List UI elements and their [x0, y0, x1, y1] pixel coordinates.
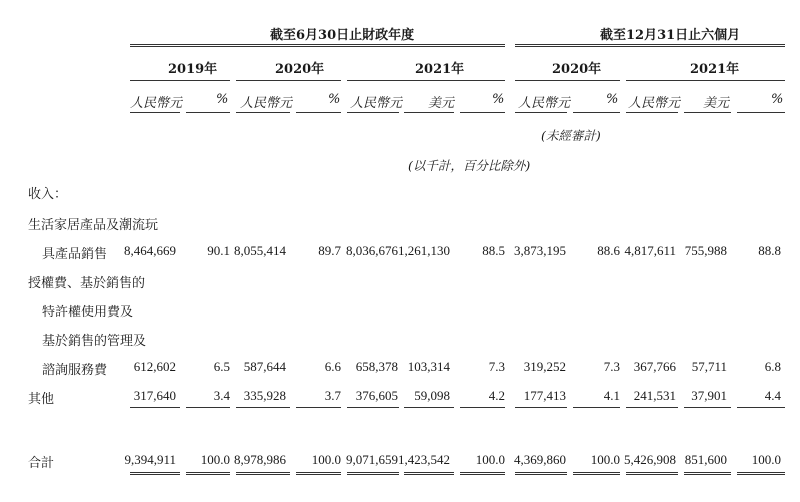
row-2-value-pct-2019: 3.4 [213, 388, 230, 403]
row-0-value-usd-2021-hy: 755,988 [684, 243, 727, 258]
year-rule-2020 [236, 80, 341, 81]
row-1-value-pct-2021-hy: 6.8 [764, 359, 781, 374]
total-rule-usd-2021-hy [684, 472, 731, 475]
row-0-value-rmb-2020: 8,055,414 [234, 243, 286, 258]
unit-rule-pct-2021 [460, 112, 505, 113]
row-1-value-rmb-2021-hy: 367,766 [633, 359, 676, 374]
row-0-value-rmb-2021: 8,036,676 [346, 243, 398, 258]
unit-rule-pct-2019 [186, 112, 230, 113]
row-1-value-rmb-2020: 587,644 [243, 359, 286, 374]
unit-rule-pct-2020 [296, 112, 341, 113]
subtotal-rule-rmb-2021-hy [626, 407, 678, 408]
revenue-section-label: 收入： [28, 187, 68, 202]
unit-pct-2021-hy: % [771, 92, 784, 107]
total-rule-pct-2019 [186, 472, 230, 475]
unit-rule-rmb-2020 [236, 112, 290, 113]
row-1-value-pct-2020-hy: 7.3 [603, 359, 620, 374]
unit-rule-pct-2020-hy [573, 112, 620, 113]
unit-rule-rmb-2019 [130, 112, 180, 113]
row-label-licensing-line1: 授權費、基於銷售的 [28, 276, 146, 291]
subtotal-rule-pct-2020-hy [573, 407, 620, 408]
year-rule-2020-hy [515, 80, 620, 81]
row-0-value-pct-2020-hy: 88.6 [597, 243, 620, 258]
row-0-value-usd-2021: 1,261,130 [398, 243, 450, 258]
total-value-rmb-2020-hy: 4,369,860 [514, 452, 566, 467]
subtotal-rule-pct-2020 [296, 407, 341, 408]
row-1-value-rmb-2021: 658,378 [355, 359, 398, 374]
row-0-value-pct-2021-hy: 88.8 [758, 243, 781, 258]
unit-rule-rmb-2021-hy [626, 112, 678, 113]
total-rule-pct-2020-hy [573, 472, 620, 475]
row-2-value-pct-2021-hy: 4.4 [764, 388, 781, 403]
row-2-value-rmb-2020-hy: 177,413 [523, 388, 566, 403]
total-value-pct-2020: 100.0 [311, 452, 341, 467]
total-rule-pct-2021 [460, 472, 505, 475]
year-header-2021-hy: 2021年 [690, 62, 740, 77]
unit-rule-usd-2021-hy [684, 112, 731, 113]
unit-usd-2021-hy: 美元 [703, 96, 730, 111]
subtotal-rule-rmb-2019 [130, 407, 180, 408]
half-year-group-header: 截至12月31日止六個月 [600, 28, 741, 43]
total-value-pct-2020-hy: 100.0 [590, 452, 620, 467]
half-year-group-rule [515, 44, 785, 47]
total-value-usd-2021-hy: 851,600 [684, 452, 727, 467]
year-rule-2019 [130, 80, 230, 81]
row-1-value-pct-2020: 6.6 [324, 359, 341, 374]
row-label-lifestyle-line1: 生活家居產品及潮流玩 [28, 218, 159, 233]
total-rule-rmb-2020 [236, 472, 290, 475]
thousands-note: (以千計，百分比除外) [408, 158, 531, 173]
year-header-2020-hy: 2020年 [552, 62, 602, 77]
row-2-value-rmb-2019: 317,640 [133, 388, 176, 403]
subtotal-rule-usd-2021 [404, 407, 454, 408]
unaudited-note: (未經審計) [541, 128, 601, 143]
total-value-pct-2021: 100.0 [475, 452, 505, 467]
unit-rule-pct-2021-hy [737, 112, 785, 113]
total-value-pct-2021-hy: 100.0 [751, 452, 781, 467]
row-0-value-pct-2019: 90.1 [207, 243, 230, 258]
unit-pct-2019: % [216, 92, 229, 107]
row-0-value-pct-2021: 88.5 [482, 243, 505, 258]
unit-pct-2021: % [492, 92, 505, 107]
year-header-2020: 2020年 [275, 62, 325, 77]
row-label-licensing-line4: 諮詢服務費 [42, 363, 108, 378]
total-value-rmb-2019: 9,394,911 [124, 452, 176, 467]
subtotal-rule-pct-2021 [460, 407, 505, 408]
row-2-value-rmb-2021-hy: 241,531 [633, 388, 676, 403]
unit-rule-rmb-2020-hy [515, 112, 567, 113]
subtotal-rule-rmb-2020-hy [515, 407, 567, 408]
row-1-value-rmb-2020-hy: 319,252 [523, 359, 566, 374]
row-1-value-pct-2019: 6.5 [213, 359, 230, 374]
row-label-lifestyle-line2: 具產品銷售 [42, 247, 108, 262]
total-rule-rmb-2019 [130, 472, 180, 475]
unit-rule-usd-2021 [404, 112, 454, 113]
row-1-value-usd-2021-hy: 57,711 [691, 359, 727, 374]
row-label-other: 其他 [28, 392, 55, 407]
total-rule-rmb-2021-hy [626, 472, 678, 475]
total-value-pct-2019: 100.0 [200, 452, 230, 467]
fiscal-year-group-header: 截至6月30日止財政年度 [270, 28, 415, 43]
row-0-value-rmb-2021-hy: 4,817,611 [624, 243, 676, 258]
row-2-value-pct-2021: 4.2 [488, 388, 505, 403]
total-rule-usd-2021 [404, 472, 454, 475]
total-value-rmb-2021: 9,071,659 [346, 452, 398, 467]
unit-pct-2020: % [328, 92, 341, 107]
unit-usd-2021: 美元 [428, 96, 455, 111]
row-1-value-usd-2021: 103,314 [407, 359, 450, 374]
row-0-value-pct-2020: 89.7 [318, 243, 341, 258]
row-1-value-rmb-2019: 612,602 [133, 359, 176, 374]
total-value-usd-2021: 1,423,542 [398, 452, 450, 467]
row-2-value-usd-2021: 59,098 [414, 388, 450, 403]
total-value-rmb-2020: 8,978,986 [234, 452, 286, 467]
subtotal-rule-usd-2021-hy [684, 407, 731, 408]
subtotal-rule-pct-2021-hy [737, 407, 785, 408]
year-rule-2021 [347, 80, 505, 81]
year-header-2019: 2019年 [168, 62, 218, 77]
year-header-2021: 2021年 [415, 62, 465, 77]
unit-rmb-2021-hy: 人民幣元 [628, 96, 681, 111]
total-rule-pct-2020 [296, 472, 341, 475]
unit-rmb-2019: 人民幣元 [130, 96, 183, 111]
row-label-licensing-line2: 特許權使用費及 [42, 305, 134, 320]
total-rule-rmb-2021 [347, 472, 399, 475]
unit-rmb-2021: 人民幣元 [350, 96, 403, 111]
row-1-value-pct-2021: 7.3 [488, 359, 505, 374]
fiscal-year-group-rule [130, 44, 505, 47]
year-rule-2021-hy [626, 80, 785, 81]
unit-rmb-2020: 人民幣元 [240, 96, 293, 111]
row-2-value-pct-2020-hy: 4.1 [603, 388, 620, 403]
unit-pct-2020-hy: % [606, 92, 619, 107]
row-2-value-pct-2020: 3.7 [324, 388, 341, 403]
row-2-value-rmb-2021: 376,605 [355, 388, 398, 403]
subtotal-rule-pct-2019 [186, 407, 230, 408]
total-rule-rmb-2020-hy [515, 472, 567, 475]
unit-rule-rmb-2021 [347, 112, 399, 113]
total-value-rmb-2021-hy: 5,426,908 [624, 452, 676, 467]
row-0-value-rmb-2020-hy: 3,873,195 [514, 243, 566, 258]
row-2-value-usd-2021-hy: 37,901 [691, 388, 727, 403]
row-label-licensing-line3: 基於銷售的管理及 [42, 334, 147, 349]
row-2-value-rmb-2020: 335,928 [243, 388, 286, 403]
row-label-total: 合計 [28, 456, 55, 471]
unit-rmb-2020-hy: 人民幣元 [518, 96, 571, 111]
row-0-value-rmb-2019: 8,464,669 [124, 243, 176, 258]
total-rule-pct-2021-hy [737, 472, 785, 475]
subtotal-rule-rmb-2021 [347, 407, 399, 408]
subtotal-rule-rmb-2020 [236, 407, 290, 408]
